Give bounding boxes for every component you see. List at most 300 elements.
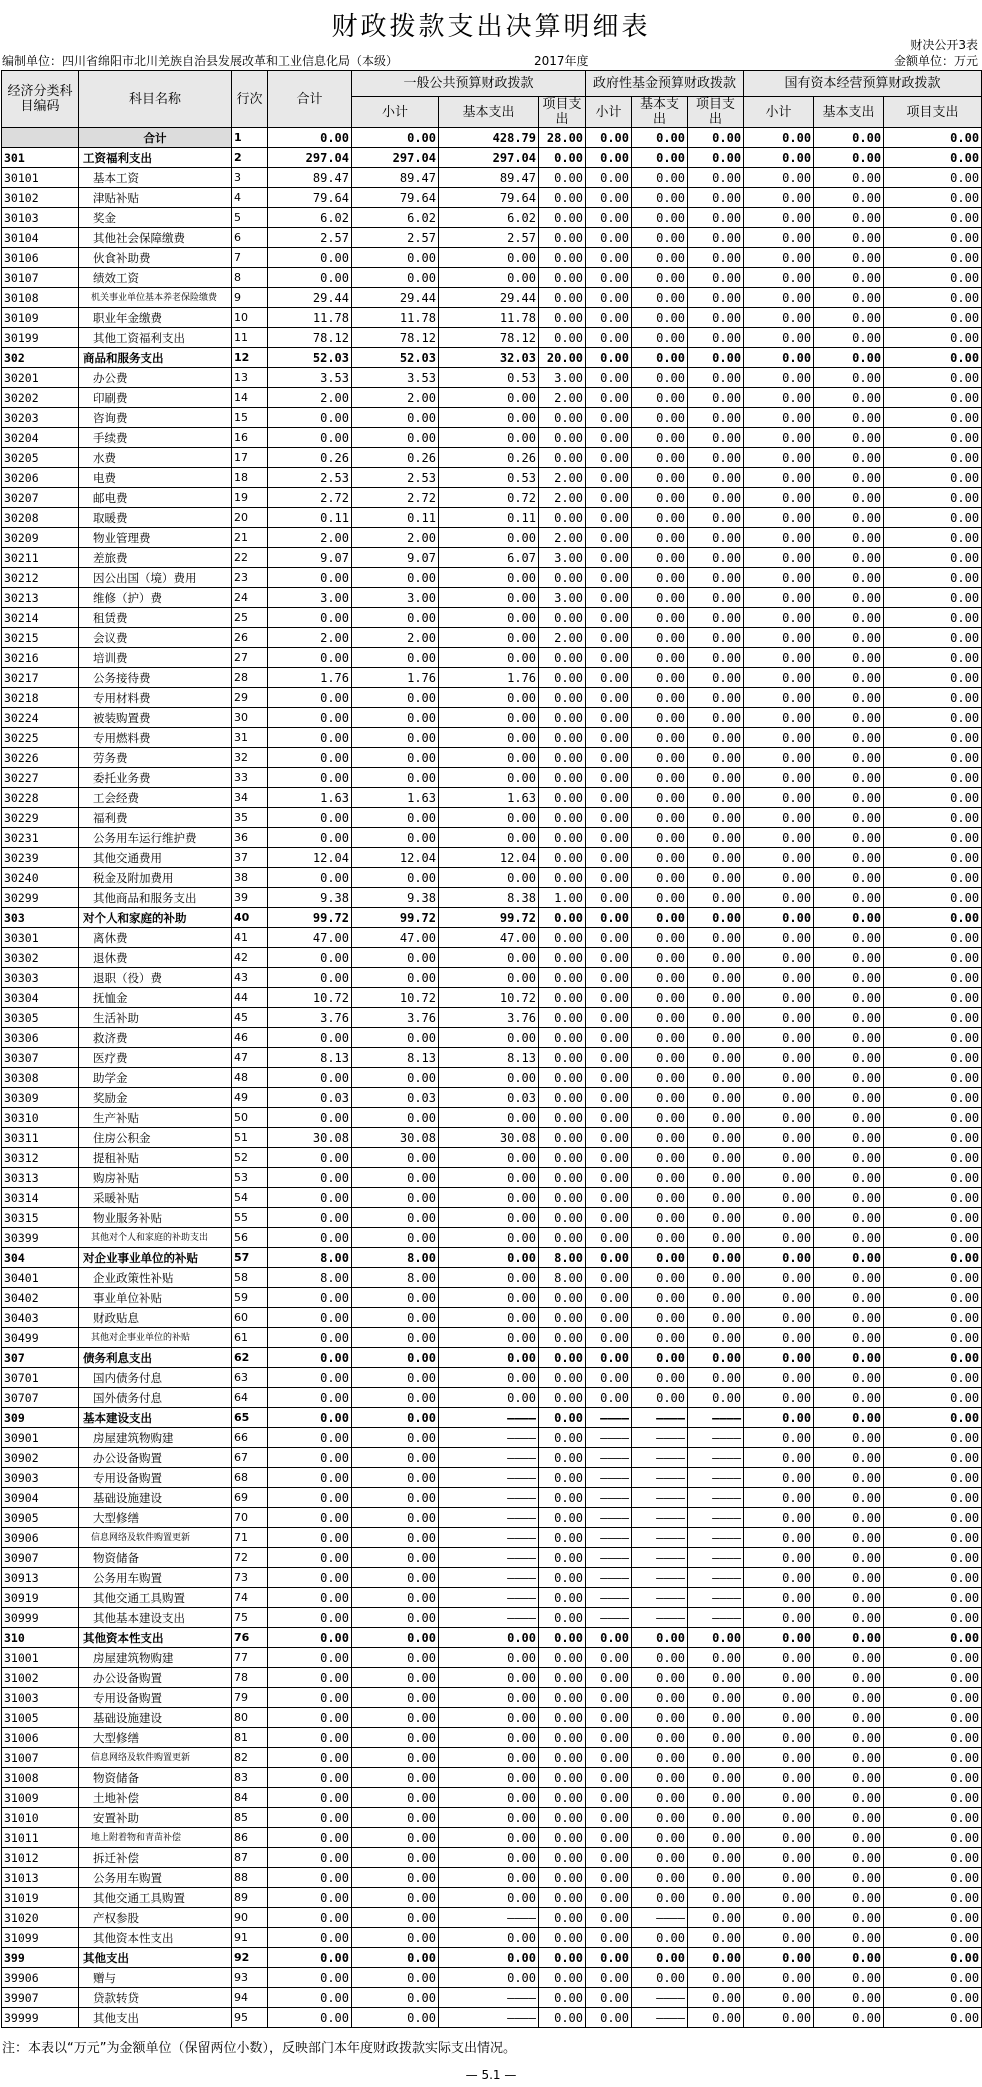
cell-idx: 45 (232, 1008, 268, 1028)
cell-value: 0.00 (352, 1408, 439, 1428)
cell-value: ———— (586, 1428, 632, 1448)
cell-value: 0.00 (814, 1308, 884, 1328)
cell-value: 1.63 (352, 788, 439, 808)
cell-value: 30.08 (439, 1128, 539, 1148)
cell-value: 0.00 (539, 1968, 586, 1988)
cell-value: 0.00 (352, 1228, 439, 1248)
cell-value: 0.00 (539, 848, 586, 868)
cell-value: 0.00 (268, 1068, 352, 1088)
cell-value: 0.00 (688, 488, 744, 508)
table-row (2, 1408, 982, 1428)
cell-value: 2.72 (352, 488, 439, 508)
cell-value: 0.00 (688, 1048, 744, 1068)
cell-idx: 17 (232, 448, 268, 468)
cell-value: 0.00 (884, 668, 982, 688)
cell-value: 0.00 (744, 468, 814, 488)
cell-value: 0.00 (439, 1948, 539, 1968)
cell-code: 31020 (2, 1908, 79, 1928)
cell-code: 30206 (2, 468, 79, 488)
cell-value: 0.00 (539, 768, 586, 788)
cell-code: 30307 (2, 1048, 79, 1068)
cell-code: 30203 (2, 408, 79, 428)
cell-idx: 7 (232, 248, 268, 268)
cell-value: 0.03 (352, 1088, 439, 1108)
cell-value: 0.00 (586, 1728, 632, 1748)
cell-value: 0.00 (352, 1588, 439, 1608)
cell-name: 奖金 (79, 208, 232, 228)
cell-value: 0.00 (744, 168, 814, 188)
cell-value: 0.00 (744, 1988, 814, 2008)
cell-idx: 58 (232, 1268, 268, 1288)
currency-label: 金额单位：万元 (893, 54, 978, 68)
cell-value: 0.00 (814, 628, 884, 648)
cell-value: 0.00 (632, 188, 688, 208)
table-row (2, 808, 982, 828)
cell-value: 0.00 (814, 1248, 884, 1268)
cell-value: 0.00 (539, 1348, 586, 1368)
cell-value: 0.00 (632, 1728, 688, 1748)
cell-value: ———— (439, 1468, 539, 1488)
cell-value: 0.00 (744, 888, 814, 908)
table-row (2, 468, 982, 488)
cell-name: 专用设备购置 (79, 1468, 232, 1488)
cell-value: 2.72 (268, 488, 352, 508)
cell-value: 0.00 (586, 1388, 632, 1408)
cell-value: ———— (586, 1548, 632, 1568)
cell-value: 0.11 (439, 508, 539, 528)
cell-value: 0.00 (539, 1328, 586, 1348)
table-row (2, 148, 982, 168)
cell-code: 39907 (2, 1988, 79, 2008)
cell-idx: 90 (232, 1908, 268, 1928)
table-row (2, 1888, 982, 1908)
table-row (2, 1348, 982, 1368)
cell-value: 52.03 (268, 348, 352, 368)
cell-value: 0.00 (814, 548, 884, 568)
cell-name: 医疗费 (79, 1048, 232, 1068)
cell-value: 0.00 (539, 1508, 586, 1528)
cell-value: 2.00 (352, 528, 439, 548)
cell-value: 0.00 (439, 688, 539, 708)
header-g3-subtotal: 小计 (744, 97, 814, 128)
cell-value: 0.00 (539, 1488, 586, 1508)
cell-name: 绩效工资 (79, 268, 232, 288)
cell-value: 0.00 (586, 648, 632, 668)
cell-value: 0.00 (884, 468, 982, 488)
cell-idx: 5 (232, 208, 268, 228)
cell-value: 0.00 (884, 1428, 982, 1448)
cell-value: 0.00 (586, 1928, 632, 1948)
cell-value: 0.00 (814, 248, 884, 268)
cell-idx: 46 (232, 1028, 268, 1048)
cell-value: 0.00 (586, 2008, 632, 2028)
cell-value: 0.00 (586, 468, 632, 488)
cell-value: ———— (632, 1608, 688, 1628)
cell-code: 30399 (2, 1228, 79, 1248)
cell-value: 0.00 (352, 1968, 439, 1988)
cell-name: 公务用车购置 (79, 1868, 232, 1888)
cell-value: 0.00 (632, 848, 688, 868)
cell-value: 0.00 (586, 708, 632, 728)
cell-value: 0.00 (744, 448, 814, 468)
cell-value: 0.00 (688, 628, 744, 648)
cell-value: 0.00 (586, 828, 632, 848)
header-total: 合计 (268, 71, 352, 128)
cell-value: 8.13 (352, 1048, 439, 1068)
cell-value: 0.00 (688, 688, 744, 708)
table-row (2, 1428, 982, 1448)
cell-value: 0.00 (268, 1288, 352, 1308)
cell-value: 0.00 (814, 1928, 884, 1948)
cell-value: 78.12 (268, 328, 352, 348)
table-row (2, 1748, 982, 1768)
cell-value: 0.00 (439, 1108, 539, 1128)
cell-value: 0.00 (814, 688, 884, 708)
cell-value: 0.00 (744, 1568, 814, 1588)
cell-value: 0.00 (539, 828, 586, 848)
cell-value: 0.00 (632, 1668, 688, 1688)
cell-value: 0.00 (352, 568, 439, 588)
cell-code: 30913 (2, 1568, 79, 1588)
cell-code: 30306 (2, 1028, 79, 1048)
header-group-state-capital: 国有资本经营预算财政拨款 (744, 71, 982, 97)
cell-value: 0.00 (268, 1928, 352, 1948)
cell-value: 2.00 (539, 388, 586, 408)
cell-value: 0.00 (352, 1368, 439, 1388)
table-row (2, 788, 982, 808)
cell-value: 0.00 (268, 1508, 352, 1528)
cell-value: 0.00 (744, 508, 814, 528)
cell-value: 0.00 (539, 1188, 586, 1208)
cell-value: 0.00 (268, 1468, 352, 1488)
cell-value: 0.00 (439, 1808, 539, 1828)
cell-value: 0.00 (884, 968, 982, 988)
cell-value: 0.00 (632, 448, 688, 468)
cell-name: 其他商品和服务支出 (79, 888, 232, 908)
cell-value: 0.00 (884, 308, 982, 328)
cell-value: 0.00 (539, 1728, 586, 1748)
cell-name: 债务利息支出 (79, 1348, 232, 1368)
cell-name: 办公设备购置 (79, 1448, 232, 1468)
table-row (2, 408, 982, 428)
cell-value: 79.64 (268, 188, 352, 208)
cell-value: 0.00 (632, 488, 688, 508)
cell-value: 0.00 (439, 248, 539, 268)
cell-value: 89.47 (352, 168, 439, 188)
cell-value: 0.00 (539, 1988, 586, 2008)
cell-value: 0.00 (814, 908, 884, 928)
cell-value: 0.00 (884, 748, 982, 768)
cell-value: 0.00 (632, 468, 688, 488)
unit-label: 编制单位：四川省绵阳市北川羌族自治县发展改革和工业信息化局（本级） (2, 54, 399, 68)
cell-value: 0.00 (744, 908, 814, 928)
cell-code: 31009 (2, 1788, 79, 1808)
table-row (2, 328, 982, 348)
cell-value: 0.00 (539, 1528, 586, 1548)
cell-value: 0.00 (539, 268, 586, 288)
cell-value: 0.00 (352, 1988, 439, 2008)
cell-value: 9.07 (268, 548, 352, 568)
cell-value: 0.00 (586, 888, 632, 908)
cell-value: 0.00 (744, 148, 814, 168)
cell-value: 3.00 (539, 588, 586, 608)
cell-value: 0.00 (744, 788, 814, 808)
cell-value: 0.00 (814, 1808, 884, 1828)
cell-value: 0.00 (632, 1148, 688, 1168)
cell-value: 0.00 (688, 408, 744, 428)
cell-name: 公务用车运行维护费 (79, 828, 232, 848)
cell-value: 79.64 (439, 188, 539, 208)
table-row (2, 608, 982, 628)
table-row (2, 268, 982, 288)
cell-value: 0.00 (439, 268, 539, 288)
cell-value: 0.00 (439, 1848, 539, 1868)
cell-value: 0.00 (688, 428, 744, 448)
cell-value: 0.00 (814, 268, 884, 288)
cell-value: 0.00 (688, 708, 744, 728)
cell-value: 0.00 (744, 848, 814, 868)
cell-name: 工会经费 (79, 788, 232, 808)
cell-value: 0.00 (268, 1528, 352, 1548)
cell-value: 0.00 (744, 208, 814, 228)
cell-value: 0.00 (884, 768, 982, 788)
table-row (2, 368, 982, 388)
cell-value: 0.00 (744, 1768, 814, 1788)
cell-name: 电费 (79, 468, 232, 488)
cell-value: 29.44 (352, 288, 439, 308)
cell-value: 0.00 (884, 2008, 982, 2028)
cell-value: 0.00 (884, 1068, 982, 1088)
cell-value: 0.00 (884, 1388, 982, 1408)
cell-value: 0.00 (539, 988, 586, 1008)
cell-code: 30312 (2, 1148, 79, 1168)
cell-idx: 15 (232, 408, 268, 428)
cell-value: 0.00 (744, 1428, 814, 1448)
table-row (2, 1548, 982, 1568)
cell-idx: 32 (232, 748, 268, 768)
cell-value: 0.00 (352, 408, 439, 428)
cell-value: 0.00 (632, 1808, 688, 1828)
cell-value: 0.00 (352, 1568, 439, 1588)
cell-value: ———— (439, 1988, 539, 2008)
cell-value: 0.11 (352, 508, 439, 528)
cell-value: 10.72 (439, 988, 539, 1008)
cell-value: 0.00 (352, 1188, 439, 1208)
cell-value: 32.03 (439, 348, 539, 368)
cell-value: ———— (688, 1608, 744, 1628)
cell-idx: 63 (232, 1368, 268, 1388)
cell-value: 0.00 (688, 368, 744, 388)
cell-value: 0.00 (586, 508, 632, 528)
cell-code: 30199 (2, 328, 79, 348)
cell-value: 0.00 (632, 1308, 688, 1328)
cell-value: 78.12 (439, 328, 539, 348)
cell-value: 0.00 (814, 368, 884, 388)
table-row (2, 348, 982, 368)
cell-value: 0.00 (352, 1628, 439, 1648)
cell-value: 0.00 (439, 1628, 539, 1648)
cell-value: 0.00 (744, 528, 814, 548)
cell-value: 0.00 (884, 868, 982, 888)
cell-value: 2.00 (352, 388, 439, 408)
cell-value: 0.00 (439, 648, 539, 668)
cell-value: 0.00 (268, 1428, 352, 1448)
cell-value: 0.00 (884, 248, 982, 268)
cell-value: 0.00 (814, 748, 884, 768)
cell-code: 30701 (2, 1368, 79, 1388)
cell-value: 0.00 (586, 228, 632, 248)
cell-value: 0.00 (632, 1888, 688, 1908)
cell-value: 0.00 (688, 1808, 744, 1828)
cell-value: 0.00 (814, 1568, 884, 1588)
cell-value: 0.00 (539, 1088, 586, 1108)
cell-name: 其他交通费用 (79, 848, 232, 868)
cell-value: 0.00 (688, 308, 744, 328)
table-row (2, 1368, 982, 1388)
cell-name: 贷款转贷 (79, 1988, 232, 2008)
cell-value: 297.04 (352, 148, 439, 168)
cell-value: 0.00 (539, 1808, 586, 1828)
cell-value: 0.00 (586, 688, 632, 708)
table-row (2, 528, 982, 548)
cell-name: 基础设施建设 (79, 1488, 232, 1508)
table-row (2, 1088, 982, 1108)
cell-value: 3.53 (352, 368, 439, 388)
cell-value: 0.00 (814, 1988, 884, 2008)
cell-code: 31001 (2, 1648, 79, 1668)
cell-value: 0.00 (688, 388, 744, 408)
cell-value: 0.00 (688, 988, 744, 1008)
table-row (2, 1248, 982, 1268)
table-row (2, 1288, 982, 1308)
cell-value: 0.00 (688, 328, 744, 348)
cell-value: 0.00 (632, 288, 688, 308)
cell-value: 89.47 (439, 168, 539, 188)
cell-idx: 62 (232, 1348, 268, 1368)
cell-name: 其他对个人和家庭的补助支出 (79, 1228, 232, 1248)
cell-value: 29.44 (268, 288, 352, 308)
cell-value: 0.00 (539, 208, 586, 228)
cell-value: 0.00 (352, 1548, 439, 1568)
cell-value: 0.00 (632, 1088, 688, 1108)
cell-value: ———— (586, 1488, 632, 1508)
footnote: 注：本表以“万元”为金额单位（保留两位小数），反映部门本年度财政拨款实际支出情况。 (2, 2041, 516, 2056)
cell-value: 0.00 (688, 208, 744, 228)
cell-value: 20.00 (539, 348, 586, 368)
cell-idx: 52 (232, 1148, 268, 1168)
cell-name: 水费 (79, 448, 232, 468)
cell-value: 0.00 (814, 1588, 884, 1608)
table-row (2, 628, 982, 648)
cell-value: 0.00 (586, 868, 632, 888)
table-row (2, 768, 982, 788)
cell-value: 0.00 (632, 1968, 688, 1988)
cell-value: 0.00 (814, 1048, 884, 1068)
cell-value: 0.00 (688, 1308, 744, 1328)
cell-value: ———— (586, 1528, 632, 1548)
table-row (2, 188, 982, 208)
cell-value: 89.47 (268, 168, 352, 188)
cell-value: 0.00 (688, 1968, 744, 1988)
cell-value: 0.00 (688, 1248, 744, 1268)
cell-value: ———— (632, 1548, 688, 1568)
cell-value: 0.00 (814, 328, 884, 348)
header-group-fund: 政府性基金预算财政拨款 (586, 71, 744, 97)
cell-value: 0.00 (268, 1108, 352, 1128)
cell-value: 0.00 (744, 388, 814, 408)
cell-value: 0.00 (586, 1848, 632, 1868)
cell-value: 0.00 (814, 1268, 884, 1288)
cell-code: 303 (2, 908, 79, 928)
cell-value: 0.00 (439, 528, 539, 548)
cell-value: 0.00 (688, 508, 744, 528)
cell-value: 0.00 (688, 968, 744, 988)
cell-code: 30240 (2, 868, 79, 888)
header-g2-project: 项目支出 (688, 97, 744, 128)
cell-value: 0.00 (744, 1868, 814, 1888)
cell-value: 0.00 (352, 1648, 439, 1668)
cell-idx: 81 (232, 1728, 268, 1748)
cell-value: 0.00 (744, 1328, 814, 1348)
cell-value: 11.78 (268, 308, 352, 328)
cell-value: 0.00 (268, 1568, 352, 1588)
cell-name: 委托业务费 (79, 768, 232, 788)
cell-name: 赠与 (79, 1968, 232, 1988)
cell-value: 0.00 (744, 1048, 814, 1068)
cell-value: 0.00 (439, 1768, 539, 1788)
cell-value: 0.00 (439, 1188, 539, 1208)
cell-value: 0.00 (539, 868, 586, 888)
cell-value: 0.00 (744, 968, 814, 988)
cell-value: 0.00 (586, 1168, 632, 1188)
cell-value: ———— (632, 1908, 688, 1928)
cell-code: 31003 (2, 1688, 79, 1708)
cell-value: 1.76 (268, 668, 352, 688)
cell-value: 0.00 (539, 928, 586, 948)
cell-value: 0.00 (352, 1748, 439, 1768)
cell-value: 0.00 (884, 148, 982, 168)
table-row (2, 1468, 982, 1488)
cell-value: 0.00 (884, 1728, 982, 1748)
cell-value: 0.00 (744, 368, 814, 388)
cell-code: 301 (2, 148, 79, 168)
cell-value: 0.00 (586, 1268, 632, 1288)
cell-value: 3.76 (268, 1008, 352, 1028)
table-row (2, 1448, 982, 1468)
cell-value: 0.00 (688, 288, 744, 308)
cell-value: 0.00 (352, 1208, 439, 1228)
cell-name: 合计 (79, 128, 232, 148)
table-row (2, 508, 982, 528)
cell-value: 0.00 (352, 648, 439, 668)
cell-name: 其他支出 (79, 1948, 232, 1968)
cell-value: 10.72 (352, 988, 439, 1008)
cell-value: ———— (632, 1428, 688, 1448)
cell-value: 0.00 (744, 628, 814, 648)
cell-value: 0.00 (586, 1828, 632, 1848)
cell-value: 0.00 (352, 268, 439, 288)
cell-value: 0.11 (268, 508, 352, 528)
cell-value: 0.00 (744, 1248, 814, 1268)
cell-code: 30107 (2, 268, 79, 288)
cell-value: 0.00 (688, 1788, 744, 1808)
cell-value: 0.00 (632, 1348, 688, 1368)
cell-value: 0.00 (539, 1028, 586, 1048)
cell-value: 0.00 (688, 1028, 744, 1048)
cell-code: 30499 (2, 1328, 79, 1348)
cell-value: 0.00 (439, 1708, 539, 1728)
cell-name: 信息网络及软件购置更新 (79, 1528, 232, 1548)
